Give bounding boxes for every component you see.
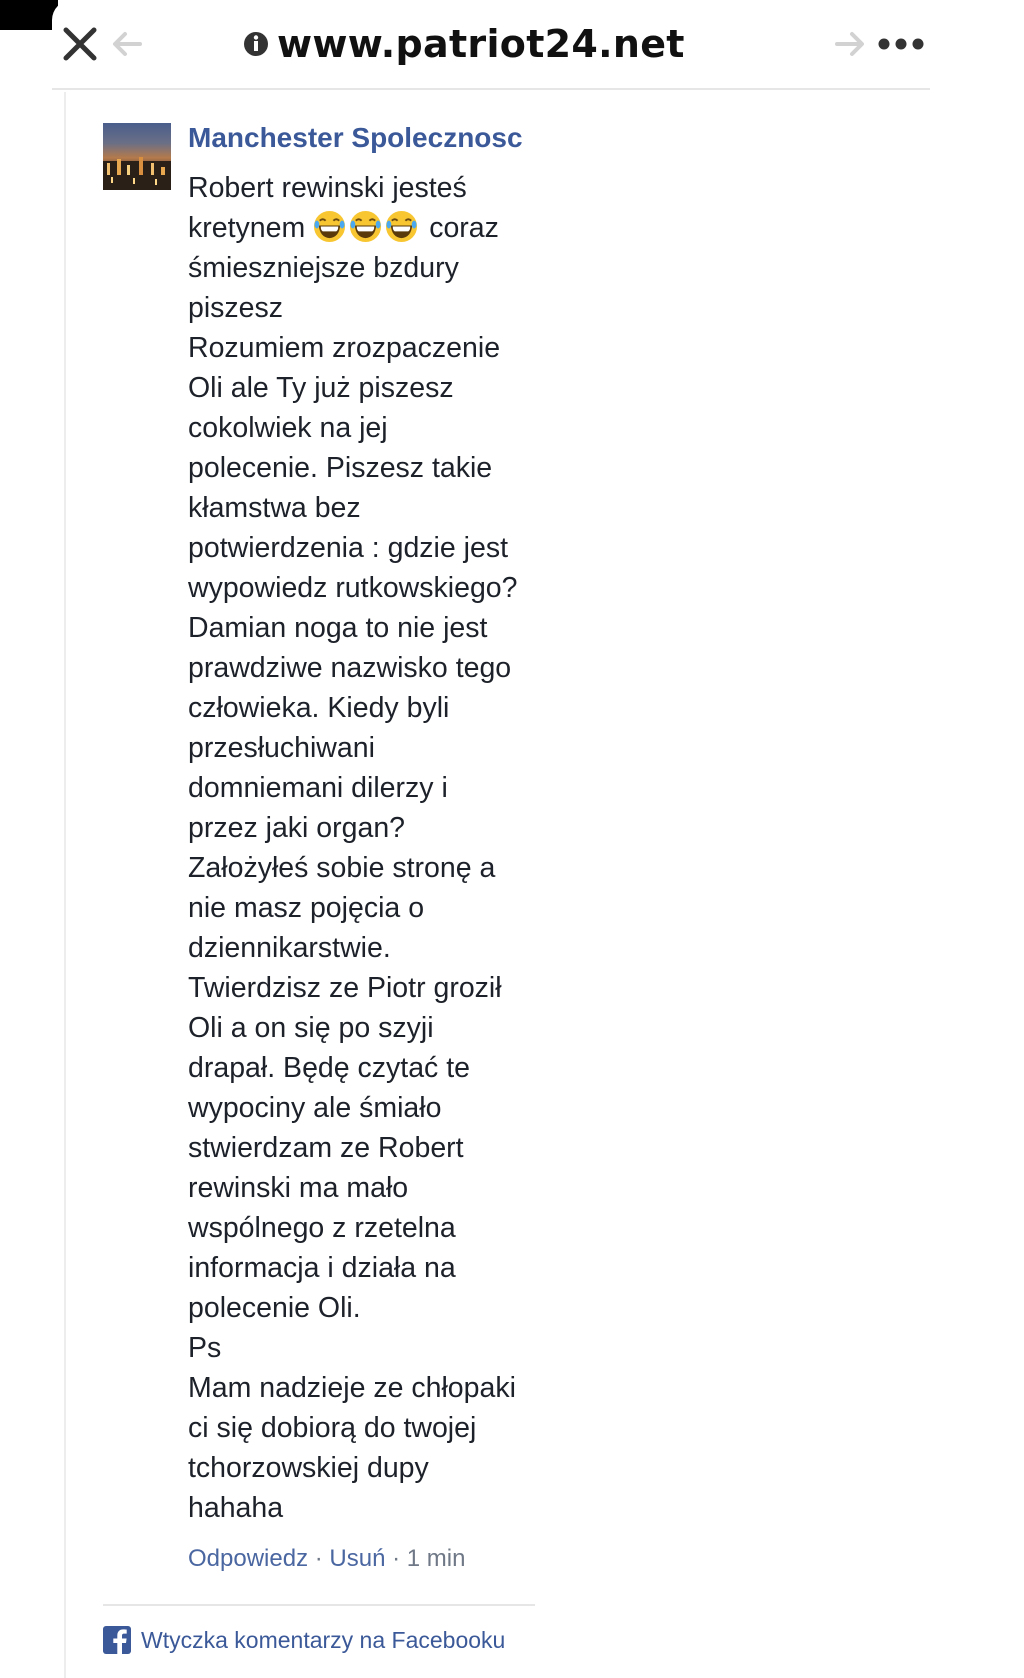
comment-line-text: Damian noga to nie jest [188,612,488,644]
meta-separator: · [308,1545,330,1572]
plugin-label: Wtyczka komentarzy na Facebooku [141,1626,506,1653]
info-icon[interactable] [243,31,269,57]
delete-link[interactable]: Usuń [329,1545,386,1572]
comment-line [188,1408,548,1448]
comment-line [188,1128,548,1168]
comment-line [188,1368,548,1408]
bottom-divider [103,1604,535,1606]
comment-line-text: potwierdzenia : gdzie jest [188,532,509,564]
content-left-border [64,92,66,1678]
comment-line-text: informacja i działa na [188,1252,456,1284]
laughing-emoji-icon [313,210,346,243]
comment-author[interactable]: Manchester Spolecznosc [188,122,523,153]
comment-line [188,248,548,288]
comment-line-text: polecenie Oli. [188,1292,361,1324]
comment-line-text: ci się dobiorą do twojej [188,1412,477,1444]
comment-line-text: przesłuchiwani [188,732,375,764]
comment-line [188,448,548,488]
comment-line-text: przez jaki organ? [188,812,406,844]
comment-line-text: Robert rewinski jesteś [188,172,467,204]
comment-line [188,768,548,808]
comment-line [188,968,548,1008]
comment-line [188,1008,548,1048]
comment-line-text: kretynem [188,212,306,244]
comment-line-text: śmieszniejsze bzdury [188,252,459,284]
facebook-comments-plugin[interactable] [103,1624,505,1656]
comment-line-text: Założyłeś sobie stronę a [188,852,496,884]
comment-line-text: domniemani dilerzy i [188,772,448,804]
comment-line-text: drapał. Będę czytać te [188,1052,470,1084]
meta-separator: · [385,1545,407,1572]
comment-line-text: Oli a on się po szyji [188,1012,434,1044]
comment-line [188,1048,548,1088]
laughing-emoji-icon [385,210,418,243]
avatar[interactable] [103,123,171,190]
comment-line [188,1488,548,1528]
comment-line-text: wspólnego z rzetelna [188,1212,456,1244]
comment-line-text: coraz [429,212,499,244]
more-icon[interactable] [876,36,926,52]
back-arrow-icon[interactable] [110,28,144,60]
url-text: www.patriot24.net [277,22,685,66]
comment-line [188,568,548,608]
comment-line-text: wypowiedz rutkowskiego? [188,572,518,604]
comment-line-text: prawdziwe nazwisko tego [188,652,512,684]
comment-line [188,848,548,888]
address-bar[interactable] [243,20,685,68]
comment-time: 1 min [406,1545,466,1572]
comment-line [188,1328,548,1368]
laughing-emoji-icon [349,210,382,243]
comment-line [188,488,548,528]
comment-line [188,608,548,648]
comment-line [188,528,548,568]
comment-line-text: cokolwiek na jej [188,412,388,444]
comment-line-text: piszesz [188,292,284,324]
comment-line [188,728,548,768]
comment-line [188,408,548,448]
comment-line-text: Rozumiem zrozpaczenie [188,332,501,364]
comment-line [188,208,548,248]
comment-line [188,1448,548,1488]
comment-line-text: Ps [188,1332,222,1364]
comment-text [188,168,548,1528]
comment-line-text: Oli ale Ty już piszesz [188,372,454,404]
comment-line-text: tchorzowskiej dupy [188,1452,429,1484]
comment-line [188,368,548,408]
comment-line-text: człowieka. Kiedy byli [188,692,450,724]
comment-line [188,1168,548,1208]
comment-line [188,888,548,928]
comment-line-text: hahaha [188,1492,284,1524]
reply-link[interactable]: Odpowiedz [188,1545,309,1572]
comment-line [188,928,548,968]
comment-line [188,1248,548,1288]
comment-line-text: wypociny ale śmiało [188,1092,442,1124]
comment-line [188,808,548,848]
comment-line-text: Twierdzisz ze Piotr groził [188,972,502,1004]
comment-line [188,1288,548,1328]
phone-frame-corner [0,0,58,30]
comment-line-text: polecenie. Piszesz takie [188,452,493,484]
comment-line [188,168,548,208]
comment-line-text: kłamstwa bez [188,492,361,524]
browser-top-bar [58,0,928,88]
top-divider [52,88,930,90]
comment-line [188,1088,548,1128]
forward-arrow-icon[interactable] [833,28,867,60]
comment-line [188,1208,548,1248]
comment-line [188,288,548,328]
comment-line-text: nie masz pojęcia o [188,892,425,924]
comment-line [188,648,548,688]
close-icon[interactable] [62,26,98,62]
comment-actions [188,1545,465,1577]
comment-line [188,328,548,368]
comment-line [188,688,548,728]
comment-line-text: rewinski ma mało [188,1172,409,1204]
comment-line-text: dziennikarstwie. [188,932,391,964]
comment-line-text: stwierdzam ze Robert [188,1132,464,1164]
comment-line-text: Mam nadzieje ze chłopaki [188,1372,516,1404]
facebook-icon [103,1626,131,1654]
